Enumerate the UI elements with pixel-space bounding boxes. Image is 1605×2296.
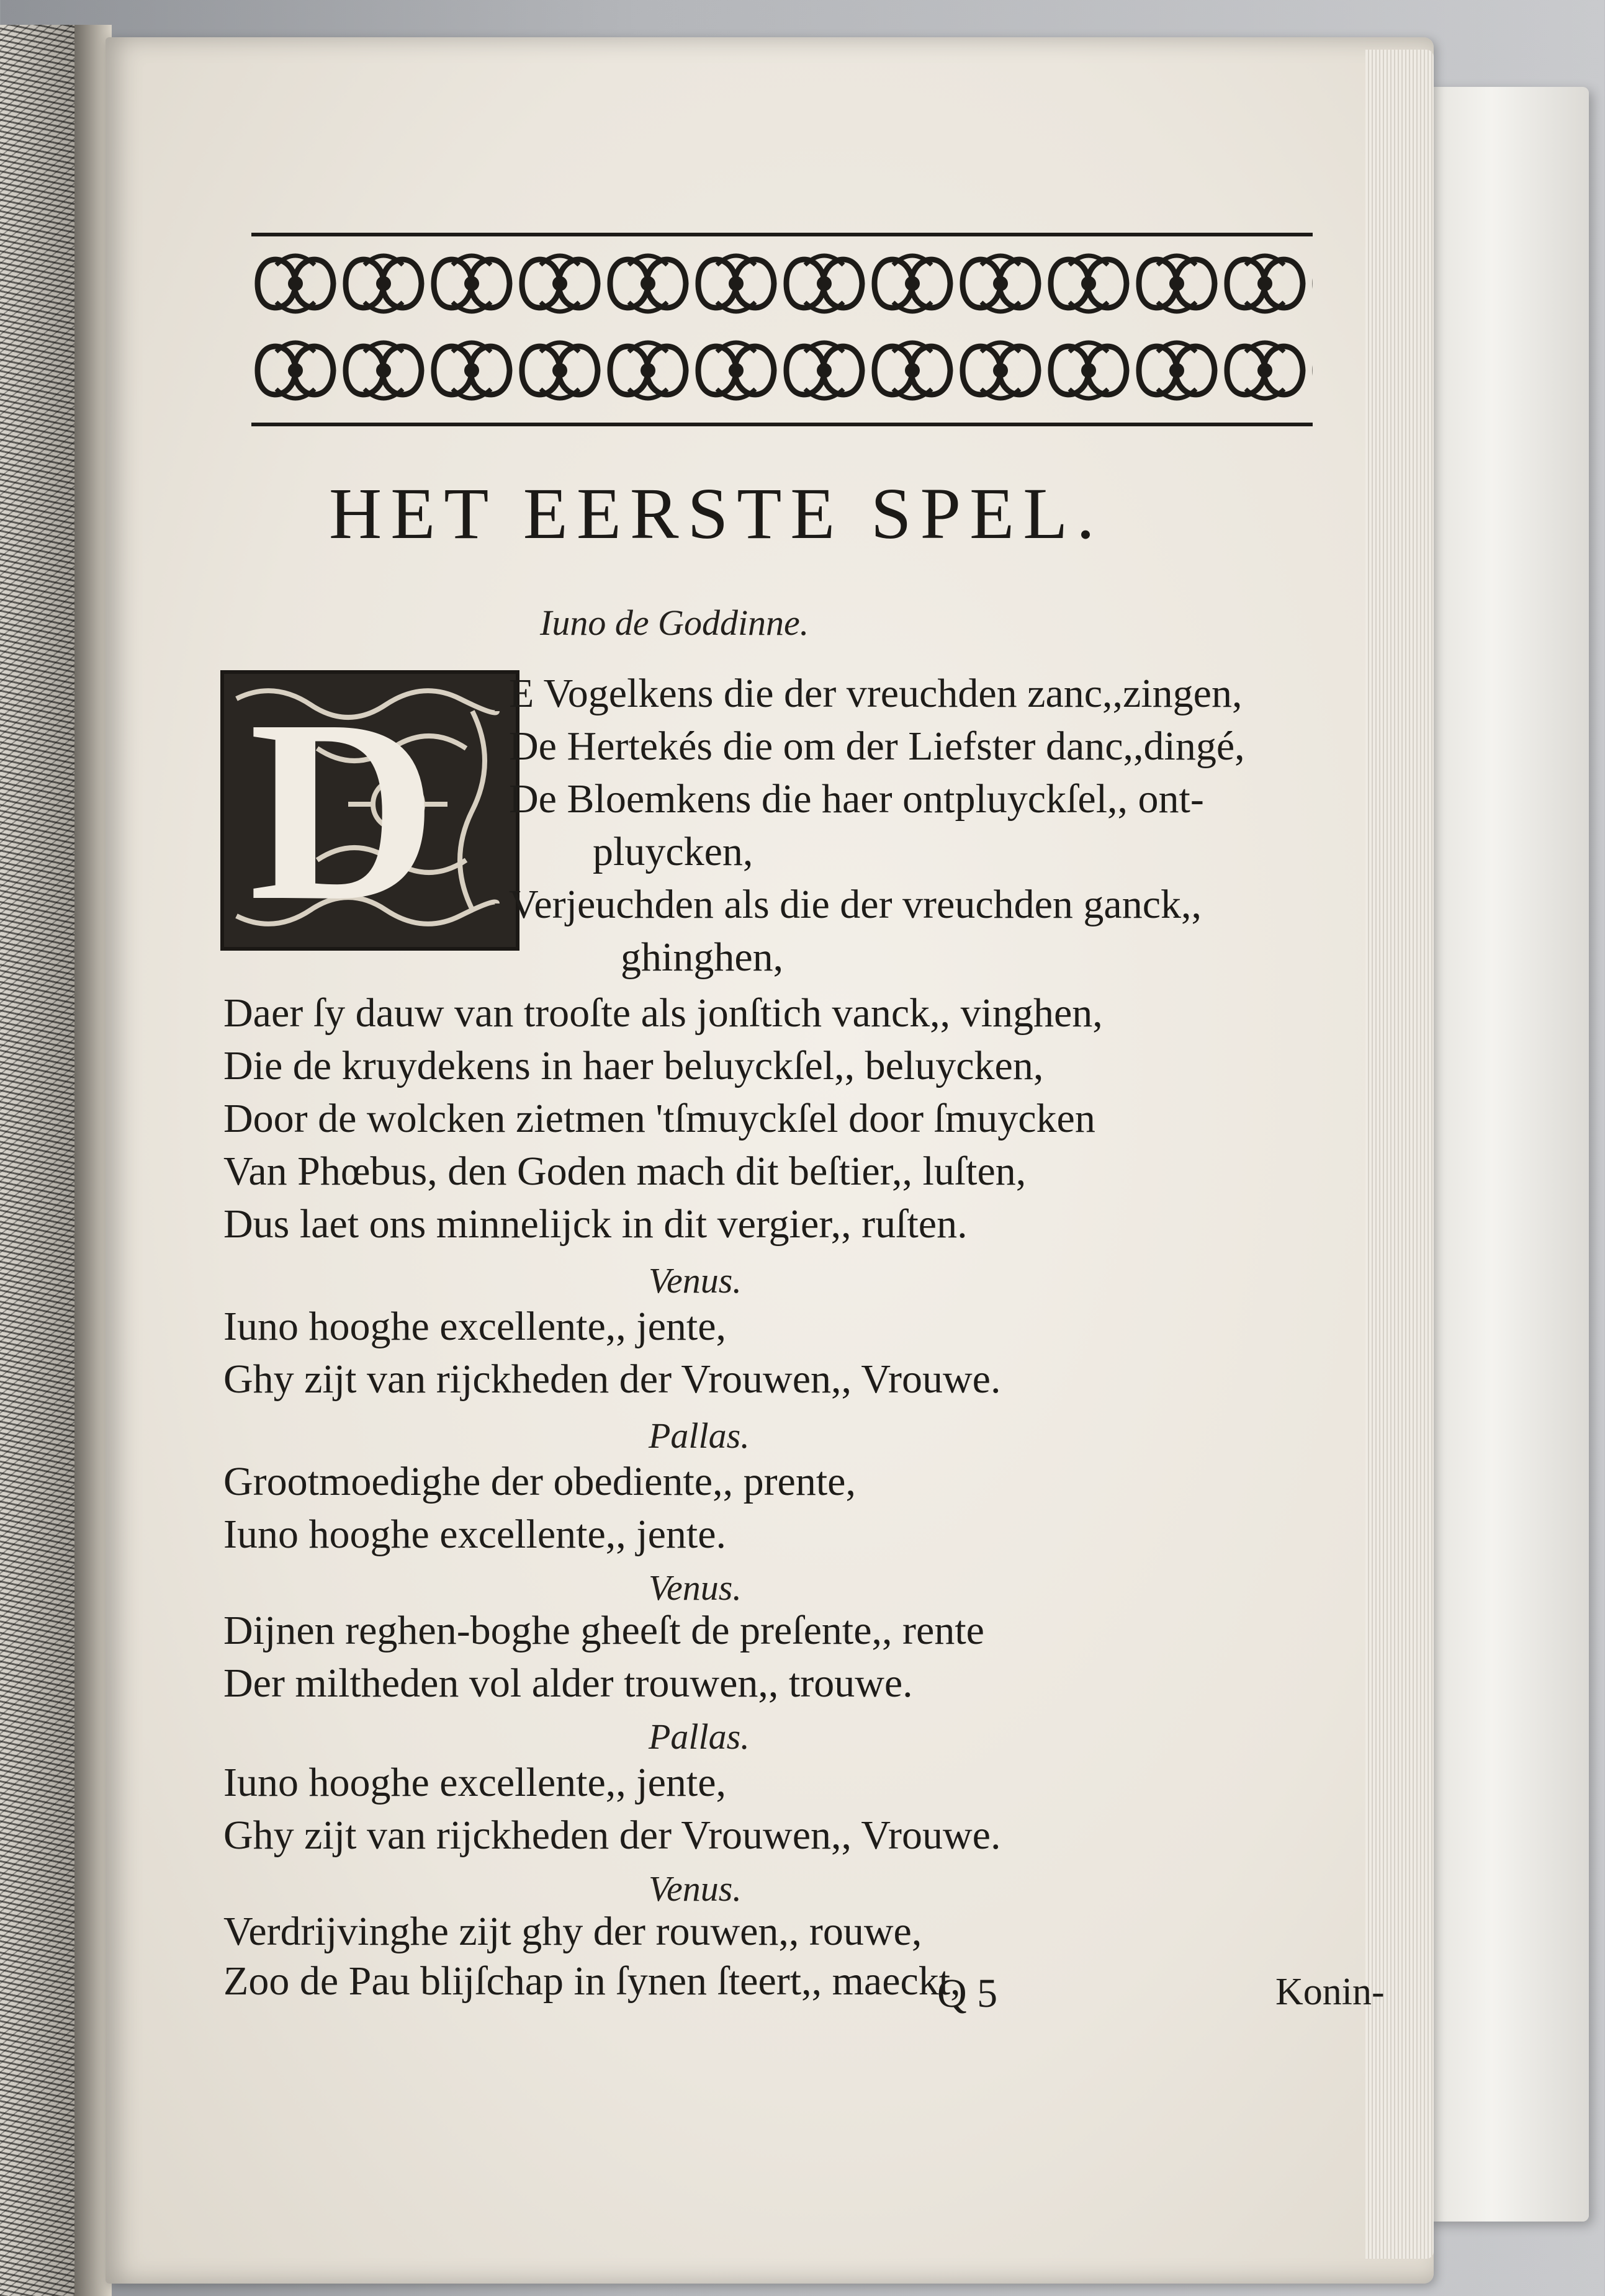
speaker-pallas: Pallas. [649,1716,750,1757]
speaker-juno: Iuno de Goddinne. [540,603,809,643]
verse-line: Der miltheden vol alder trouwen,, trouwe. [223,1661,913,1706]
verse-line: Iuno hooghe excellente,, jente, [223,1760,727,1805]
speaker-venus: Venus. [649,1567,742,1608]
speaker-pallas: Pallas. [649,1415,750,1456]
verse-line: Die de kruydekens in haer beluyckſel,, beluycken, [223,1043,1044,1088]
page-title: HET EERSTE SPEL. [329,473,1104,554]
speaker-venus: Venus. [649,1868,742,1909]
dropcap-letter: D [249,666,438,954]
verse-line: De Bloemkens die haer ontpluyckſel,, ont- [509,776,1204,822]
headpiece-ornament-icon [251,240,1313,426]
backing-sheet [1427,87,1589,2222]
verse-line: Dijnen reghen-boghe gheeſt de preſente,, rente [223,1608,984,1653]
verse-line: Grootmoedighe der obediente,, prente, [223,1459,856,1504]
verse-line: Verdrijvinghe zijt ghy der rouwen,, rouwe, [223,1909,922,1954]
page-edges [1365,50,1434,2259]
verse-line: Daer ſy dauw van trooſte als jonſtich vanck,, vinghen, [223,990,1103,1036]
decorated-initial [220,666,519,954]
verse-line: Dus laet ons minnelijck in dit vergier,, ruſten. [223,1201,968,1247]
verse-line: Verjeuchden als die der vreuchden ganck,, [509,882,1202,927]
speaker-venus: Venus. [649,1260,742,1301]
verse-line: Van Phœbus, den Goden mach dit beſtier,, luſten, [223,1149,1027,1194]
verse-line: Zoo de Pau blijſchap in ſynen ſteert,, maeckt, [223,1958,961,2004]
verse-line: E Vogelkens die der vreuchden zanc,,zingen, [509,671,1243,716]
verse-line: Ghy zijt van rijckheden der Vrouwen,, Vrouwe. [223,1813,1001,1858]
verse-line: pluycken, [593,829,753,874]
verse-line: Ghy zijt van rijckheden der Vrouwen,, Vrouwe. [223,1357,1001,1402]
ornamental-headpiece [251,233,1313,431]
headpiece-bottom-rule [251,423,1313,426]
facing-page-engraving [0,25,78,2296]
verse-line: De Hertekés die om der Liefster danc,,dingé, [509,724,1245,769]
verse-line: Iuno hooghe excellente,, jente. [223,1512,727,1557]
headpiece-top-rule [251,233,1313,236]
catchword: Konin- [1275,1971,1385,2013]
verse-line: Iuno hooghe excellente,, jente, [223,1304,727,1349]
verse-line: ghinghen, [621,935,784,980]
verse-line: Door de wolcken zietmen 'tſmuyckſel door ſmuycken [223,1096,1095,1141]
signature-mark: Q 5 [937,1971,998,2016]
